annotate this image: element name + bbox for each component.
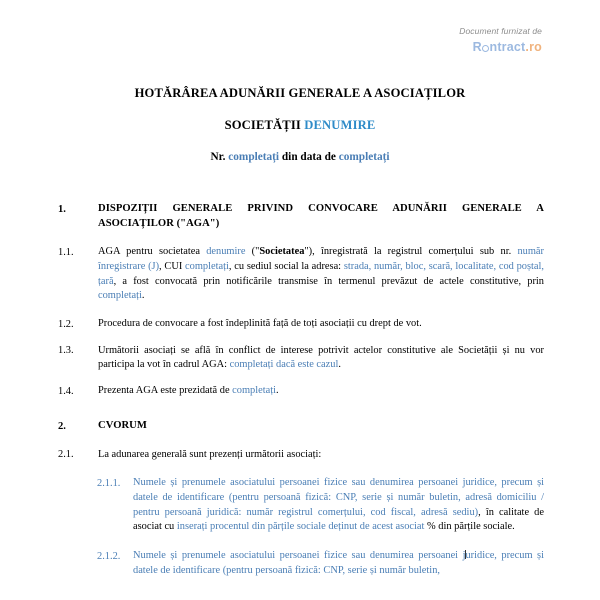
section-heading-1: [58, 201, 544, 231]
clause-1-1: [58, 245, 544, 304]
placeholder-numar-inregistrare: număr înregistrare (J): [98, 246, 544, 272]
placeholder-denumire: denumire: [206, 246, 246, 258]
clause-text-1-1: [98, 245, 544, 304]
title-date-label: din data de: [279, 151, 339, 164]
clause-number-2-1-1: 2.1.1.: [97, 477, 121, 489]
placeholder-presedinte: completați: [232, 385, 277, 397]
clause-2-1-2: [58, 549, 544, 579]
clause-1-3-seg1: Următorii asociați se află în conflict de interese potrivit actelor constitutive ale Societății și nu vor participa la vot în cadrul AGA:: [98, 344, 544, 371]
clause-number-2-1: 2.1.: [58, 449, 74, 461]
title-company-placeholder: DENUMIRE: [304, 118, 376, 133]
clause-number-1-2: 1.2.: [58, 318, 74, 330]
clause-2-1: [58, 448, 544, 463]
logo-tld-text: .ro: [525, 39, 542, 54]
clause-1-1-seg4: , CUI: [159, 260, 186, 272]
clause-number-1-3: 1.3.: [58, 345, 74, 356]
clause-text-2-1: La adunarea generală sunt prezenți următorii asociați:: [98, 448, 322, 460]
clause-text-2-1-1: [133, 476, 544, 535]
clause-2-1-1-seg1: , în calitate de asociat cu: [133, 506, 544, 533]
clause-1-1-seg7: .: [141, 290, 145, 302]
placeholder-asociat-date-identificare-2b: uridice, precum și datele de identificare (pentru persoană fizică: CNP, serie și număr buletin,: [133, 550, 544, 576]
clause-1-3: [58, 344, 544, 374]
title-date-placeholder: completați: [338, 151, 390, 164]
clause-text-1-3: [98, 344, 544, 374]
clause-1-4-seg1: Prezenta AGA este prezidată de: [98, 385, 233, 397]
section-number-1: 1.: [58, 203, 66, 215]
placeholder-procent-parti-sociale: inserați procentul din părțile sociale deținut de acest asociat: [176, 521, 425, 533]
title-company-label: SOCIETĂȚII: [224, 118, 305, 133]
defined-term-societatea: Societatea: [259, 246, 305, 258]
clause-1-4: [58, 384, 544, 399]
section-title-2: CVORUM: [98, 420, 147, 432]
page-title-line-2: [0, 118, 600, 133]
clause-1-1-seg1: AGA pentru societatea: [98, 246, 207, 258]
clause-number-1-4: 1.4.: [58, 385, 74, 397]
clause-1-2: [58, 317, 544, 332]
placeholder-adresa: strada, număr, bloc, scară, localitate, cod poștal, țară: [98, 260, 545, 287]
supplied-by-label: Document furnizat de: [459, 26, 542, 36]
title-number-placeholder: completați: [228, 151, 280, 164]
clause-1-4-seg2: .: [276, 385, 279, 397]
logo-prefix-text: R: [472, 39, 482, 54]
section-number-2: 2.: [58, 420, 66, 432]
clause-number-1-1: 1.1.: [58, 246, 74, 258]
logo-middle-text: ntract: [489, 39, 526, 54]
placeholder-convocare: completați: [98, 290, 142, 302]
page-title-line-1: HOTĂRÂREA ADUNĂRII GENERALE A ASOCIAȚILOR: [134, 86, 466, 100]
placeholder-asociat-date-identificare-1: Numele și prenumele asociatului persoanei fizice sau denumirea persoanei juridice, precum și datele de identificare (pentru persoană fizică: CNP, serie și număr buletin, adresă domiciliu / pentru persoană juridică: număr registrul comerțului, cod fiscal, adresă sediu): [133, 477, 544, 518]
section-title-1: DISPOZIȚII GENERALE PRIVIND CONVOCARE ADUNĂRII GENERALE A ASOCIAȚILOR ("AGA"): [98, 203, 544, 230]
clause-1-1-seg6: , a fost convocată prin notificările transmise în termenul prevăzut de actele constitutive, prin: [113, 275, 544, 287]
placeholder-conflict-interese: completați dacă este cazul: [229, 359, 339, 371]
clause-2-1-1-seg2: % din părțile sociale.: [424, 521, 515, 533]
document-title-block: [0, 86, 600, 163]
clause-1-1-seg5: , cu sediul social la adresa:: [228, 260, 344, 272]
clause-text-1-4: [98, 384, 544, 399]
clause-text-1-2: Procedura de convocare a fost îndeplinită față de toți asociații cu drept de vot.: [98, 318, 422, 330]
clause-list: [0, 201, 600, 579]
title-number-label: Nr.: [210, 151, 229, 164]
placeholder-cui: completați: [185, 260, 229, 272]
clause-1-1-seg2: (": [245, 246, 260, 258]
clause-1-3-seg2: .: [338, 359, 341, 371]
page-title-line-3: [0, 151, 600, 163]
section-heading-2: [58, 418, 544, 434]
clause-text-2-1-2: [133, 549, 544, 579]
clause-1-1-seg3: "), înregistrată la registrul comerțului sub nr.: [304, 246, 518, 258]
clause-2-1-1: [58, 476, 544, 535]
placeholder-asociat-date-identificare-2a: Numele și prenumele asociatului persoanei fizice sau denumirea persoanei j: [133, 550, 466, 562]
clause-number-2-1-2: 2.1.2.: [97, 550, 121, 562]
